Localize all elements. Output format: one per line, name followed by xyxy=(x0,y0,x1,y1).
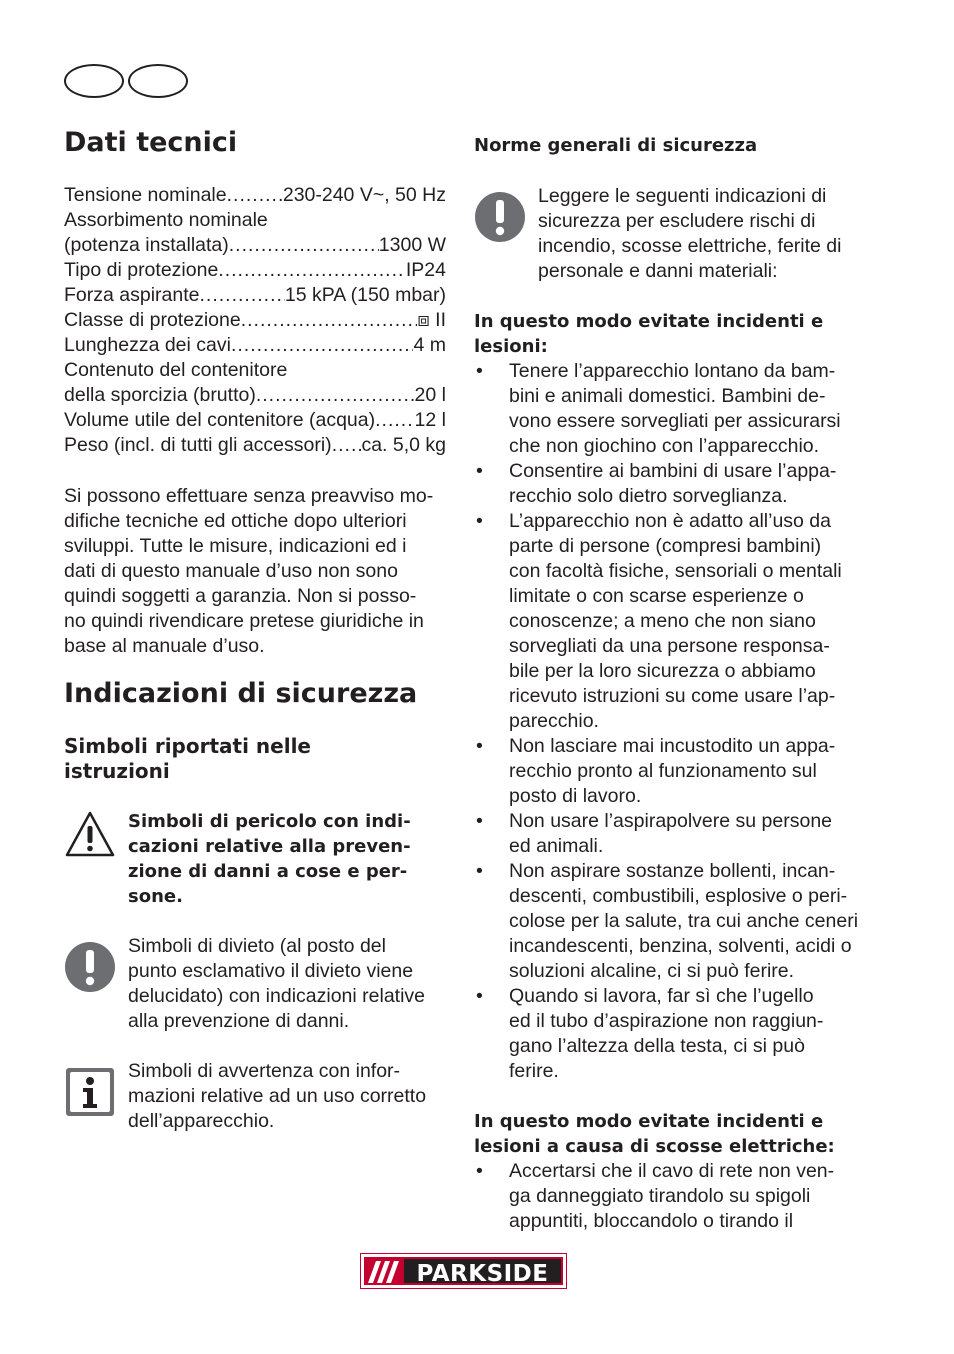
spec-row xyxy=(64,333,446,358)
language-oval-left xyxy=(64,64,124,98)
list-item xyxy=(474,859,859,984)
list-item-text: Accertarsi che il cavo di rete non ven- ga danneggiato tirandolo su spigoli appuntiti, bloccandolo o tirando il xyxy=(509,1160,835,1232)
section2-title: In questo modo evitate incidenti e lesioni a causa di scosse elettriche: xyxy=(474,1111,835,1157)
bullet-marker: • xyxy=(476,810,483,832)
list-item-text: Non usare l’aspirapolvere su persone ed animali. xyxy=(509,810,833,857)
spec-value: 1300 W xyxy=(378,234,446,256)
spec-value: ca. 5,0 kg xyxy=(361,434,446,456)
bullet-marker: • xyxy=(476,735,483,757)
list-item xyxy=(474,359,859,459)
bullet-list-1 xyxy=(474,359,859,1084)
spec-label: Lunghezza dei cavi xyxy=(64,334,231,356)
spec-label: Tensione nominale xyxy=(64,184,227,206)
spec-label: Forza aspirante xyxy=(64,284,200,306)
general-safety-title: Norme generali di sicurezza xyxy=(474,135,758,156)
language-ovals xyxy=(64,64,188,100)
bullet-marker: • xyxy=(476,360,483,382)
logo-text: PARKSIDE xyxy=(416,1261,549,1287)
language-oval-right xyxy=(128,64,188,98)
bullet-marker: • xyxy=(476,860,483,882)
spec-label: Peso (incl. di tutti gli accessori) xyxy=(64,434,332,456)
spec-row xyxy=(64,233,446,258)
spec-row xyxy=(64,408,446,433)
spec-row xyxy=(64,183,446,208)
technical-data-title: Dati tecnici xyxy=(64,127,238,158)
spec-leader-dots xyxy=(218,258,406,283)
spec-row xyxy=(64,433,446,458)
list-item-text: Non lasciare mai incustodito un appa- recchio pronto al funzionamento sul posto di lavoro. xyxy=(509,735,836,807)
spec-leader-dots xyxy=(241,308,418,333)
list-item-text: Consentire ai bambini di usare l’appa- recchio solo dietro sorveglianza. xyxy=(509,460,837,507)
prohibition-exclamation-icon xyxy=(64,941,116,993)
bullet-marker: • xyxy=(476,510,483,532)
spec-value: 230-240 V~, 50 Hz xyxy=(282,184,446,206)
spec-label: Classe di protezione xyxy=(64,309,241,331)
bullet-list-2 xyxy=(474,1159,859,1234)
spec-label: Tipo di protezione xyxy=(64,259,219,281)
symbols-title: Simboli riportati nelle istruzioni xyxy=(64,734,311,783)
list-item xyxy=(474,459,859,509)
disclaimer-paragraph: Si possono effettuare senza preavviso mo- difiche tecniche ed ottiche dopo ulteriori sviluppi. Tutte le misure, indicazioni ed i dati di questo manuale d’uso non sono quindi soggetti a garanzia. Non si posso- no quindi rivendicare pretese giuridiche in base al manuale d’uso. xyxy=(64,485,434,657)
symbol-text-info: Simboli di avvertenza con infor- mazioni relative ad un uso corretto dell’apparecchio. xyxy=(128,1060,427,1132)
spec-value: 15 kPA (150 mbar) xyxy=(284,284,446,306)
spec-list xyxy=(64,183,446,458)
bullet-marker: • xyxy=(476,1160,483,1182)
spec-leader-dots xyxy=(229,233,379,258)
warning-triangle-icon xyxy=(64,809,116,861)
intro-text: Leggere le seguenti indicazioni di sicurezza per escludere rischi di incendio, scosse elettriche, ferite di personale e danni materiali: xyxy=(538,185,842,282)
list-item-text: Quando si lavora, far sì che l’ugello ed il tubo d’aspirazione non raggiun- gano l’altezza della testa, ci si può ferire. xyxy=(509,985,824,1082)
symbol-row-prohibition xyxy=(64,934,449,1044)
symbol-text-prohibition: Simboli di divieto (al posto del punto esclamativo il divieto viene delucidato) con indicazioni relative alla prevenzione di danni. xyxy=(128,935,426,1032)
section1-title: In questo modo evitate incidenti e lesioni: xyxy=(474,311,824,357)
intro-row xyxy=(474,184,864,284)
spec-label: della sporcizia (brutto) xyxy=(64,384,256,406)
symbol-row-info xyxy=(64,1059,449,1139)
spec-value: 20 l xyxy=(414,384,446,406)
spec-value: 12 l xyxy=(414,409,446,431)
spec-leader-dots xyxy=(332,433,362,458)
symbol-row-danger xyxy=(64,809,449,919)
list-item xyxy=(474,1159,859,1234)
bullet-marker: • xyxy=(476,460,483,482)
list-item xyxy=(474,984,859,1084)
list-item-text: L’apparecchio non è adatto all’uso da parte di persone (compresi bambini) con facoltà fisiche, sensoriali o mentali limitate o con scarse esperienze o conoscenze; a meno che non siano sorvegliati da una persone responsa- bile per la loro sicurezza o abbiamo ricevuto istruzioni su come usare l’ap- parecchio. xyxy=(509,510,842,732)
bullet-marker: • xyxy=(476,985,483,1007)
symbol-text-danger: Simboli di pericolo con indi- cazioni relative alla preven- zione di danni a cose e per- sone. xyxy=(128,811,411,907)
info-icon xyxy=(64,1066,116,1118)
spec-label: (potenza installata) xyxy=(64,234,229,256)
spec-leader-dots xyxy=(256,383,415,408)
spec-leader-dots xyxy=(227,183,283,208)
spec-row xyxy=(64,258,446,283)
safety-title: Indicazioni di sicurezza xyxy=(64,678,418,709)
spec-row xyxy=(64,383,446,408)
spec-value: IP24 xyxy=(405,259,446,281)
list-item xyxy=(474,509,859,734)
spec-value: 4 m xyxy=(413,334,446,356)
list-item-text: Tenere l’apparecchio lontano da bam- bini e animali domestici. Bambini de- vono essere sorvegliati per assicurarsi che non giochino con l’apparecchio. xyxy=(509,360,841,457)
spec-label: Volume utile del contenitore (acqua) xyxy=(64,409,376,431)
list-item xyxy=(474,809,859,859)
parkside-logo xyxy=(361,1254,566,1288)
spec-leader-dots xyxy=(375,408,414,433)
spec-row xyxy=(64,308,446,333)
spec-row xyxy=(64,208,446,233)
spec-label: Contenuto del contenitore xyxy=(64,359,288,381)
spec-label: Assorbimento nominale xyxy=(64,209,268,231)
spec-value: ⧈ II xyxy=(417,309,446,331)
prohibition-exclamation-icon xyxy=(474,191,526,243)
spec-row xyxy=(64,358,446,383)
list-item xyxy=(474,734,859,809)
list-item-text: Non aspirare sostanze bollenti, incan- descenti, combustibili, esplosive o peri- colose per la salute, tra cui anche ceneri incandescenti, benzina, solventi, acidi o soluzioni alcaline, ci si può ferire. xyxy=(509,860,859,982)
spec-leader-dots xyxy=(199,283,284,308)
spec-leader-dots xyxy=(231,333,414,358)
logo-plate xyxy=(404,1259,561,1287)
spec-row xyxy=(64,283,446,308)
